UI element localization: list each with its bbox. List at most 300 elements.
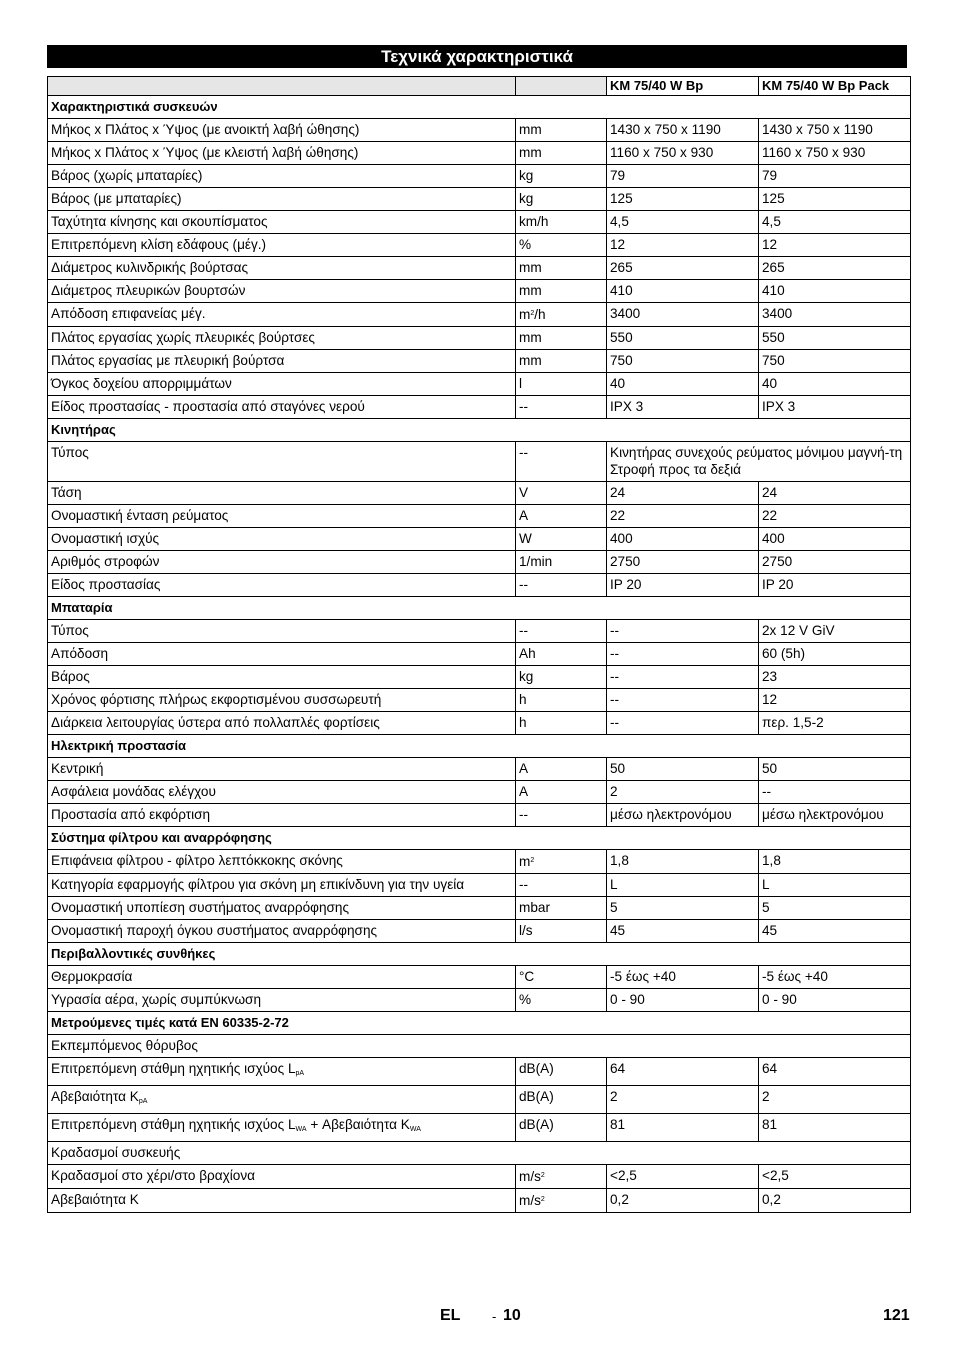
row-label [48,1189,516,1213]
row-unit [516,482,607,505]
subsection-title: Κραδασμοί συσκευής [48,1142,911,1165]
row-label-text: Μήκος x Πλάτος x Ύψος (με κλειστή λαβή ώθησης) [51,145,359,160]
row-unit [516,396,607,419]
row-label-text: Ονομαστική ισχύς [51,531,160,546]
unit-text: /h [534,307,546,322]
row-value-model-1: 50 [607,758,759,781]
row-label-text: Κεντρική [51,761,104,776]
row-label [48,620,516,643]
unit-text: h [519,715,527,730]
row-value-model-2: 0 - 90 [759,989,911,1012]
unit-text: -- [519,877,529,892]
row-label-text: Τύπος [51,445,89,460]
row-label [48,874,516,897]
header-model-2: KM 75/40 W Bp Pack [759,77,911,96]
table-row [48,1165,911,1189]
unit-text: kg [519,191,534,206]
row-value-model-2: μέσω ηλεκτρονόμου [759,804,911,827]
row-label [48,1114,516,1142]
row-unit [516,551,607,574]
row-value-model-2: 24 [759,482,911,505]
row-value-model-1: 3400 [607,303,759,327]
section-title: Σύστημα φίλτρου και αναρρόφησης [48,827,911,850]
row-value-model-1: 5 [607,897,759,920]
row-label-text: Πλάτος εργασίας με πλευρική βούρτσα [51,353,285,368]
unit-text: l [519,376,523,391]
table-row [48,850,911,874]
row-label-text: Όγκος δοχείου απορριμμάτων [51,376,232,391]
row-value-model-2: 12 [759,689,911,712]
subsection-title: Εκπεμπόμενος θόρυβος [48,1035,911,1058]
table-row [48,119,911,142]
row-unit [516,989,607,1012]
row-value-model-1: 4,5 [607,211,759,234]
row-value-model-2: 750 [759,350,911,373]
row-unit [516,350,607,373]
row-label [48,257,516,280]
row-label [48,989,516,1012]
unit-text: kg [519,168,534,183]
row-unit [516,874,607,897]
row-value-model-2: -- [759,781,911,804]
row-label [48,188,516,211]
unit-text: Ah [519,646,536,661]
row-value-model-1: -- [607,643,759,666]
section-header-row [48,735,911,758]
label-subscript: WA [295,1126,307,1133]
row-value-model-1: 2 [607,1086,759,1114]
row-value-model-1: 1160 x 750 x 930 [607,142,759,165]
label-subscript: pA [138,1098,148,1105]
row-label-text: Ταχύτητα κίνησης και σκουπίσματος [51,214,268,229]
row-label [48,574,516,597]
row-value-model-2: L [759,874,911,897]
section-header-row [48,96,911,119]
row-label [48,966,516,989]
section-title: Κινητήρας [48,419,911,442]
table-row [48,482,911,505]
subsection-row [48,1035,911,1058]
table-row [48,574,911,597]
unit-text: -- [519,445,529,460]
row-value-model-2: 5 [759,897,911,920]
table-row [48,551,911,574]
row-value-model-2: 265 [759,257,911,280]
unit-text: V [519,485,529,500]
unit-superscript: 2 [530,857,535,864]
row-label-text: Επιτρεπόμενη κλίση εδάφους (μέγ.) [51,237,267,252]
row-label [48,551,516,574]
row-label-text: Επιφάνεια φίλτρου - φίλτρο λεπτόκκοκης σκόνης [51,853,343,868]
table-row [48,966,911,989]
unit-text: dB(A) [519,1061,554,1076]
row-unit [516,1114,607,1142]
row-value-model-1: IP 20 [607,574,759,597]
row-unit [516,804,607,827]
row-label-text: Μήκος x Πλάτος x Ύψος (με ανοικτή λαβή ώθησης) [51,122,360,137]
row-label [48,804,516,827]
row-label-text: Είδος προστασίας [51,577,161,592]
row-label-text: Ονομαστική παροχή όγκου συστήματος αναρρόφησης [51,923,378,938]
row-value-model-2: 64 [759,1058,911,1086]
table-row [48,257,911,280]
row-value-model-1: 22 [607,505,759,528]
row-unit [516,897,607,920]
row-value-model-2: 3400 [759,303,911,327]
table-row [48,350,911,373]
row-label [48,234,516,257]
row-label-text: Διάμετρος πλευρικών βουρτσών [51,283,246,298]
row-value-model-1: -- [607,712,759,735]
table-row [48,874,911,897]
row-label [48,373,516,396]
value-text: Στροφή προς τα δεξιά [610,462,741,477]
row-label-text: Τάση [51,485,82,500]
row-label-text: + Αβεβαιότητα K [306,1117,410,1132]
row-value-model-1: 0,2 [607,1189,759,1213]
unit-text: mm [519,145,542,160]
unit-text: dB(A) [519,1089,554,1104]
row-value-model-1: 45 [607,920,759,943]
table-row [48,165,911,188]
row-value-model-1: 64 [607,1058,759,1086]
row-unit [516,666,607,689]
unit-superscript: 2 [530,310,535,317]
unit-text: -- [519,399,529,414]
row-value-model-1: 1,8 [607,850,759,874]
row-label [48,119,516,142]
row-value-model-2: 50 [759,758,911,781]
row-value-model-1: μέσω ηλεκτρονόμου [607,804,759,827]
row-label-text: Απόδοση επιφανείας μέγ. [51,306,206,321]
unit-text: m/s [519,1169,541,1184]
row-unit [516,1086,607,1114]
row-value-model-2: <2,5 [759,1165,911,1189]
row-value-model-2: IPX 3 [759,396,911,419]
table-row [48,327,911,350]
row-label-text: Απόδοση [51,646,109,661]
subsection-row [48,1142,911,1165]
row-label [48,211,516,234]
row-label [48,712,516,735]
row-value-model-1: 1430 x 750 x 1190 [607,119,759,142]
row-value-model-2: 4,5 [759,211,911,234]
row-unit [516,280,607,303]
row-unit [516,211,607,234]
spec-table [47,76,911,1213]
row-value-model-2: 22 [759,505,911,528]
unit-text: % [519,237,532,252]
table-row [48,920,911,943]
row-unit [516,1058,607,1086]
unit-text: mm [519,330,542,345]
row-unit [516,528,607,551]
row-value-model-1: 24 [607,482,759,505]
row-unit [516,574,607,597]
section-title: Μπαταρία [48,597,911,620]
unit-text: 1/min [519,554,553,569]
row-value-model-1: 410 [607,280,759,303]
row-unit [516,689,607,712]
row-unit [516,643,607,666]
row-value-model-1: 2750 [607,551,759,574]
row-value-model-2: IP 20 [759,574,911,597]
row-value-model-2: 12 [759,234,911,257]
row-unit [516,1165,607,1189]
row-label-text: Τύπος [51,623,89,638]
row-label-text: Προστασία από εκφόρτιση [51,807,211,822]
table-row [48,142,911,165]
row-unit [516,758,607,781]
row-value-model-1: 0 - 90 [607,989,759,1012]
unit-text: A [519,784,529,799]
section-title: Περιβαλλοντικές συνθήκες [48,943,911,966]
row-unit [516,142,607,165]
row-value-model-1: 40 [607,373,759,396]
row-label [48,850,516,874]
row-unit [516,234,607,257]
section-header-row [48,943,911,966]
row-label-text: Διάρκεια λειτουργίας ύστερα από πολλαπλές φορτίσεις [51,715,380,730]
row-label [48,1165,516,1189]
footer-dash: - [492,1309,497,1324]
row-label [48,350,516,373]
row-value-model-1: 400 [607,528,759,551]
row-unit [516,505,607,528]
table-row [48,211,911,234]
row-value-model-2: 2750 [759,551,911,574]
row-label-text: Ονομαστική ένταση ρεύματος [51,508,229,523]
row-value-model-1: 12 [607,234,759,257]
row-label [48,920,516,943]
table-row [48,712,911,735]
label-subscript: pA [295,1070,305,1077]
row-value-model-1: 125 [607,188,759,211]
row-label-text: Επιτρεπόμενη στάθμη ηχητικής ισχύος L [51,1117,296,1132]
row-label [48,442,516,482]
section-header-row [48,419,911,442]
unit-text: -- [519,577,529,592]
row-value-model-1: -- [607,666,759,689]
section-title: Μετρούμενες τιμές κατά EN 60335-2-72 [48,1012,911,1035]
row-value-model-1: 265 [607,257,759,280]
row-value-model-2: 1430 x 750 x 1190 [759,119,911,142]
table-row [48,442,911,482]
row-value-model-2: 1160 x 750 x 930 [759,142,911,165]
row-value-model-1: -- [607,689,759,712]
row-unit [516,920,607,943]
row-label-text: Επιτρεπόμενη στάθμη ηχητικής ισχύος L [51,1061,296,1076]
row-unit [516,442,607,482]
row-value-merged [607,442,911,482]
unit-text: mbar [519,900,550,915]
value-text: Κινητήρας συνεχούς ρεύματος μόνιμου μαγνή-τη [610,445,903,460]
row-label-text: Ονομαστική υποπίεση συστήματος αναρρόφησης [51,900,350,915]
table-row [48,758,911,781]
header-blank [516,77,607,96]
row-label-text: Βάρος (χωρίς μπαταρίες) [51,168,203,183]
unit-text: m [519,854,531,869]
row-unit [516,1189,607,1213]
row-label [48,689,516,712]
row-label [48,666,516,689]
row-label-text: Διάμετρος κυλινδρικής βούρτσας [51,260,249,275]
table-row [48,804,911,827]
row-unit [516,165,607,188]
row-label-text: Αβεβαιότητα K [51,1089,139,1104]
row-value-model-1: -5 έως +40 [607,966,759,989]
unit-text: m [519,307,531,322]
row-value-model-2: 60 (5h) [759,643,911,666]
row-label [48,303,516,327]
row-label [48,1086,516,1114]
row-value-model-1: <2,5 [607,1165,759,1189]
row-value-model-2: -5 έως +40 [759,966,911,989]
table-row [48,280,911,303]
section-header-row [48,827,911,850]
row-value-model-2: 45 [759,920,911,943]
footer-page: 10 [503,1307,521,1324]
unit-text: mm [519,353,542,368]
table-row [48,666,911,689]
row-label-text: Θερμοκρασία [51,969,133,984]
row-label-text: Κατηγορία εφαρμογής φίλτρου για σκόνη μη επικίνδυνη για την υγεία [51,877,465,892]
unit-text: -- [519,623,529,638]
row-unit [516,257,607,280]
table-row [48,897,911,920]
row-label-text: Υγρασία αέρα, χωρίς συμπύκνωση [51,992,262,1007]
row-label-text: Βάρος (με μπαταρίες) [51,191,182,206]
unit-text: kg [519,669,534,684]
unit-text: A [519,508,529,523]
row-label-text: Χρόνος φόρτισης πλήρως εκφορτισμένου συσσωρευτή [51,692,382,707]
row-unit [516,119,607,142]
row-label [48,1058,516,1086]
row-label-text: Κραδασμοί στο χέρι/στο βραχίονα [51,1168,255,1183]
row-label [48,643,516,666]
row-value-model-1: 550 [607,327,759,350]
row-unit [516,850,607,874]
footer-language: EL [440,1307,461,1324]
row-unit [516,781,607,804]
table-row [48,188,911,211]
unit-text: A [519,761,529,776]
row-value-model-1: IPX 3 [607,396,759,419]
unit-text: dB(A) [519,1117,554,1132]
unit-text: km/h [519,214,549,229]
row-value-model-2: 81 [759,1114,911,1142]
table-row [48,396,911,419]
table-row [48,989,911,1012]
footer-page-number: 121 [883,1307,910,1324]
table-row [48,303,911,327]
row-label-text: Είδος προστασίας - προστασία από σταγόνες νερού [51,399,365,414]
unit-text: m/s [519,1193,541,1208]
unit-text: mm [519,260,542,275]
label-subscript: WA [409,1126,421,1133]
row-label [48,897,516,920]
row-value-model-2: 2 [759,1086,911,1114]
table-row [48,781,911,804]
row-value-model-2: 2x 12 V GiV [759,620,911,643]
row-value-model-2: 23 [759,666,911,689]
unit-superscript: 2 [540,1172,545,1179]
table-row [48,620,911,643]
row-unit [516,620,607,643]
row-value-model-1: 750 [607,350,759,373]
row-value-model-2: 400 [759,528,911,551]
unit-text: mm [519,283,542,298]
section-header-row [48,597,911,620]
table-row [48,505,911,528]
row-value-model-2: 1,8 [759,850,911,874]
header-model-1: KM 75/40 W Bp [607,77,759,96]
table-row [48,643,911,666]
row-value-model-1: 81 [607,1114,759,1142]
row-label [48,482,516,505]
unit-text: W [519,531,532,546]
table-row [48,689,911,712]
page-title: Τεχνικά χαρακτηριστικά [47,45,907,68]
row-label [48,505,516,528]
unit-text: mm [519,122,542,137]
row-label [48,280,516,303]
row-value-model-2: 125 [759,188,911,211]
row-value-model-1: 79 [607,165,759,188]
section-title: Χαρακτηριστικά συσκευών [48,96,911,119]
section-header-row [48,1012,911,1035]
row-label [48,165,516,188]
row-value-model-2: 550 [759,327,911,350]
row-label-text: Βάρος [51,669,90,684]
row-label [48,781,516,804]
table-row [48,1114,911,1142]
unit-superscript: 2 [540,1196,545,1203]
row-label [48,396,516,419]
row-label [48,758,516,781]
row-value-model-1: 2 [607,781,759,804]
table-row [48,528,911,551]
row-unit [516,712,607,735]
row-label [48,142,516,165]
row-unit [516,373,607,396]
section-title: Ηλεκτρική προστασία [48,735,911,758]
row-label-text: Αριθμός στροφών [51,554,160,569]
row-value-model-2: περ. 1,5-2 [759,712,911,735]
row-value-model-2: 79 [759,165,911,188]
table-row [48,1086,911,1114]
row-value-model-1: -- [607,620,759,643]
row-unit [516,303,607,327]
row-value-model-2: 410 [759,280,911,303]
row-label-text: Πλάτος εργασίας χωρίς πλευρικές βούρτσες [51,330,315,345]
table-row [48,234,911,257]
table-row [48,373,911,396]
row-label-text: Ασφάλεια μονάδας ελέγχου [51,784,216,799]
row-label-text: Αβεβαιότητα K [51,1192,139,1207]
row-unit [516,188,607,211]
table-row [48,1058,911,1086]
row-label [48,327,516,350]
row-value-model-1: L [607,874,759,897]
unit-text: °C [519,969,535,984]
row-unit [516,327,607,350]
table-header-row [48,77,911,96]
unit-text: l/s [519,923,533,938]
row-label [48,528,516,551]
row-value-model-2: 0,2 [759,1189,911,1213]
header-blank [48,77,516,96]
